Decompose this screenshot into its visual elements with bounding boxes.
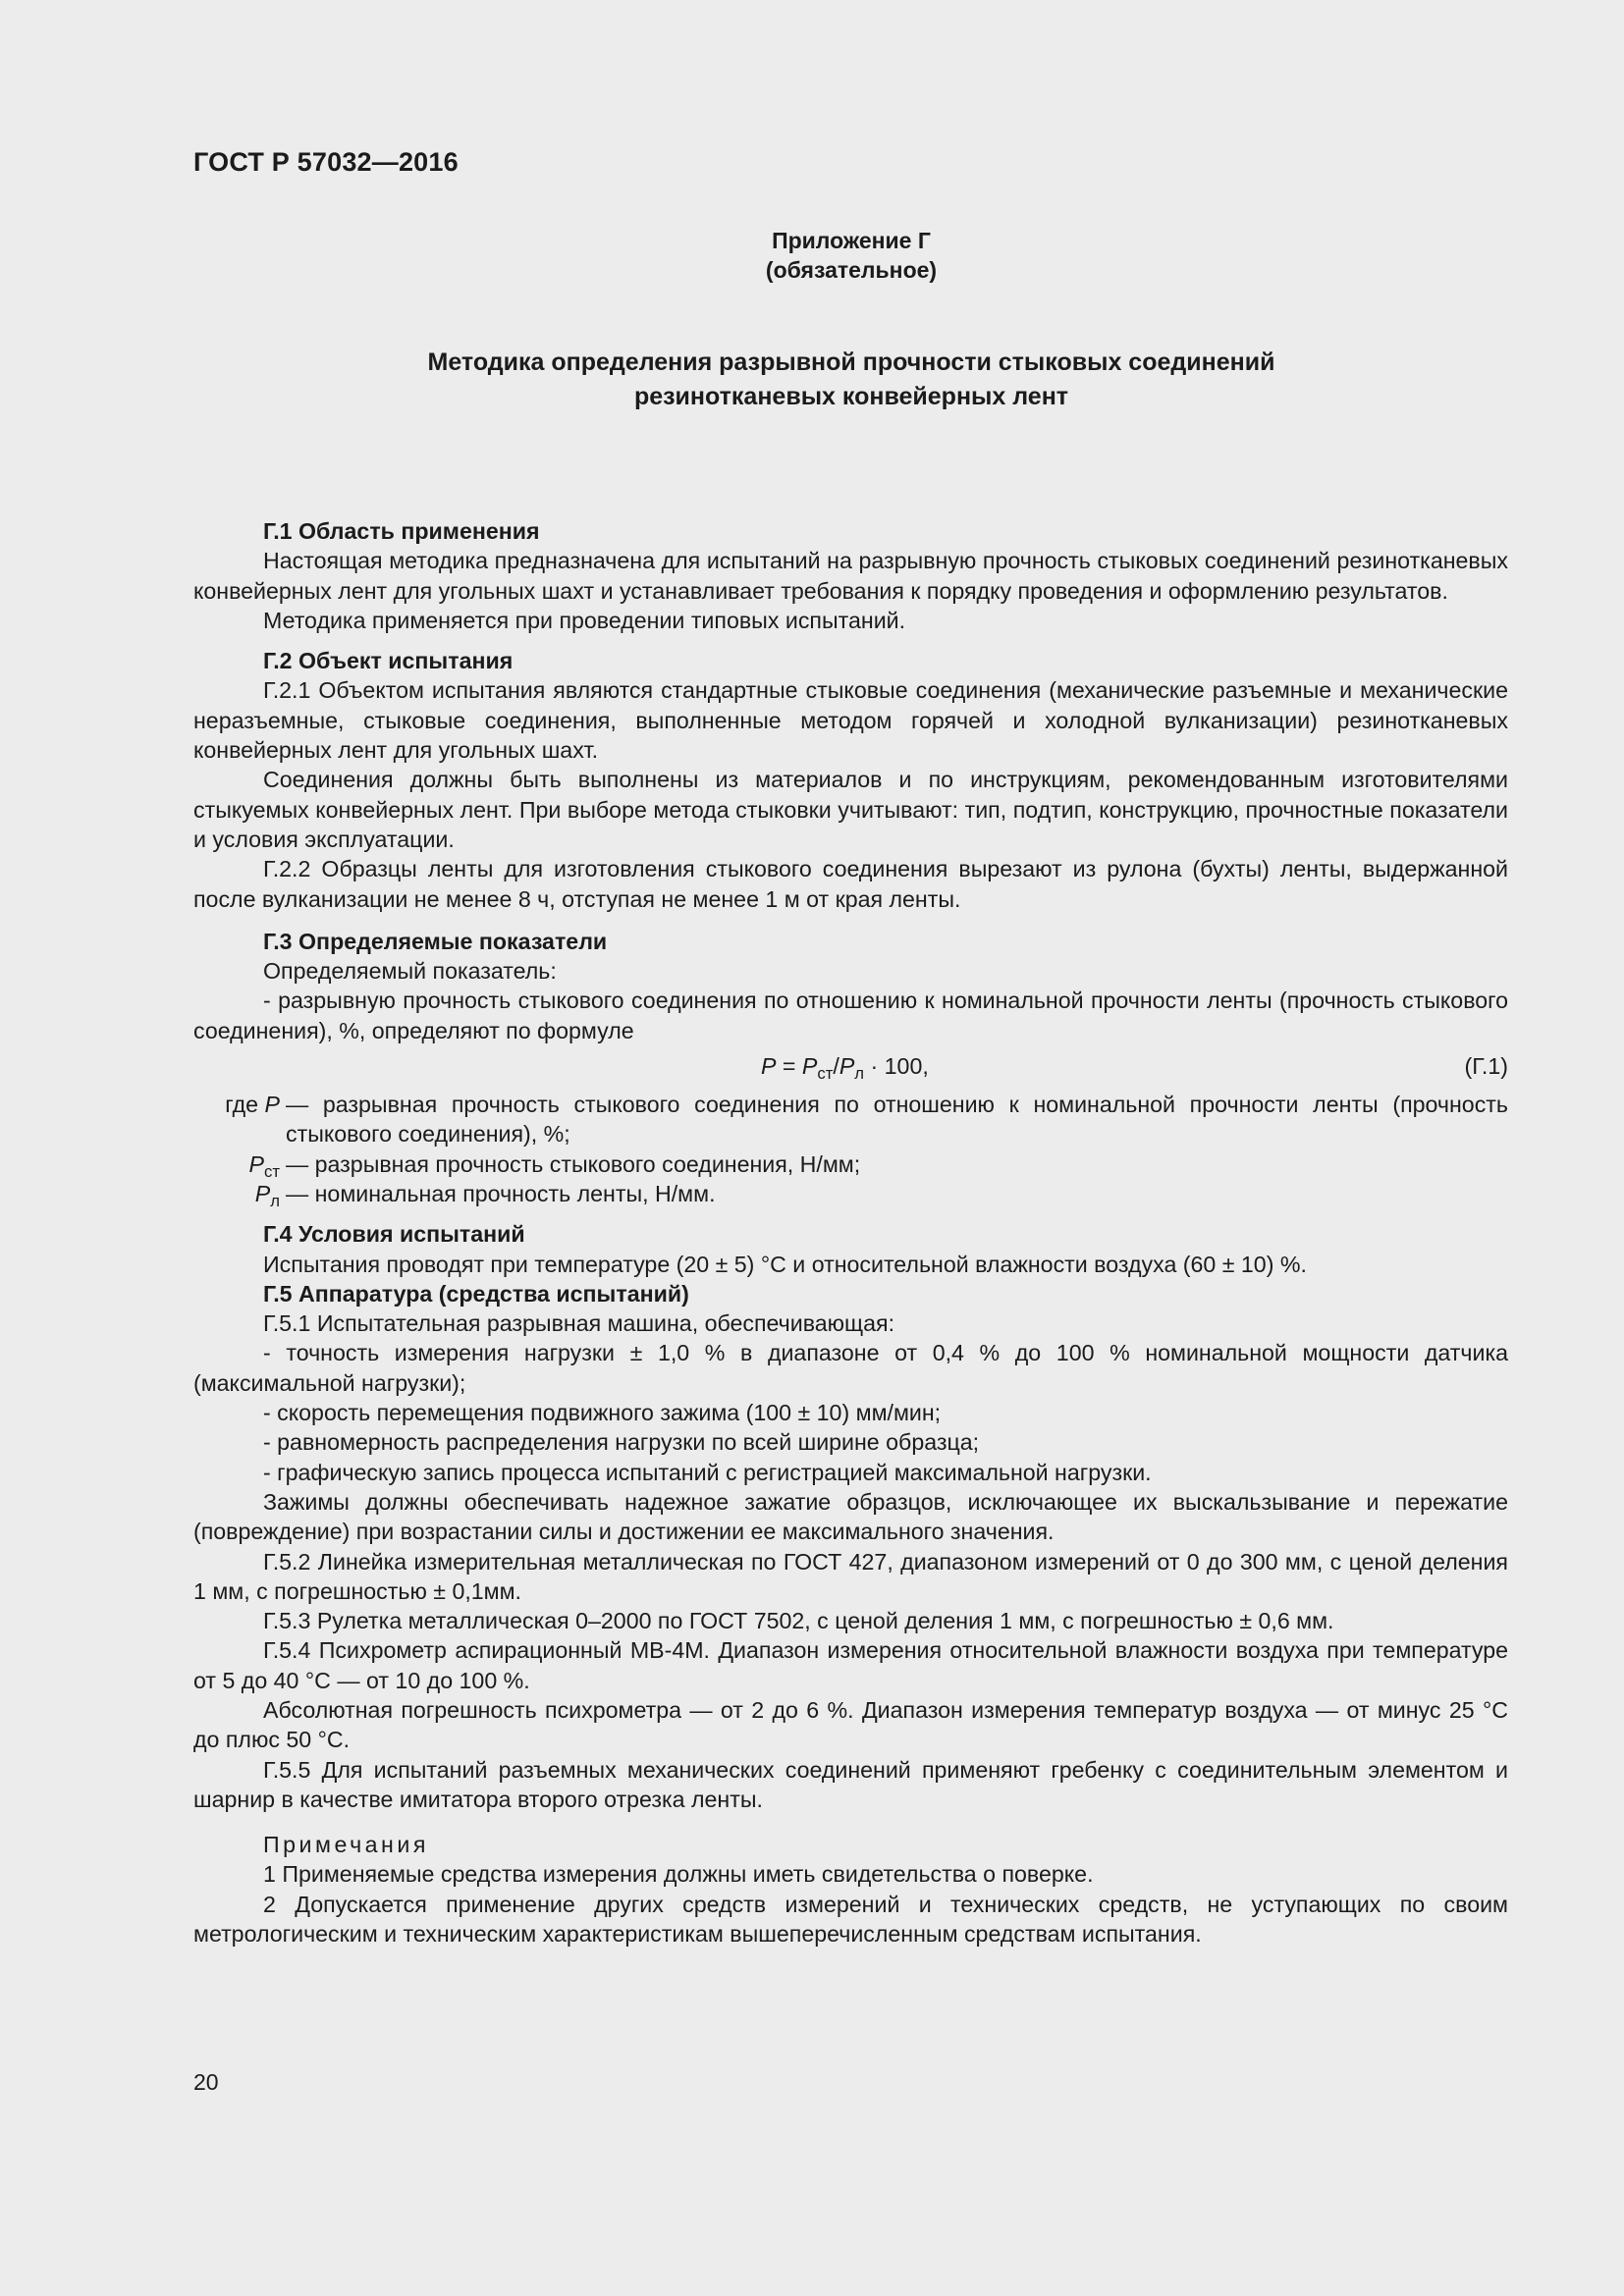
paragraph: Г.5.3 Рулетка металлическая 0–2000 по ГОСТ 7502, с ценой деления 1 мм, с погрешностью ± 0,6 мм. [263, 1608, 1334, 1634]
section-heading-g5: Г.5 Аппаратура (средства испытаний) [263, 1280, 689, 1307]
paragraph: - разрывную прочность стыкового соединения по отношению к номинальной прочности ленты (прочность стыкового соединения), %, определяют по формуле [193, 988, 1508, 1043]
formula-number: (Г.1) [1464, 1053, 1508, 1080]
formula-legend [193, 1090, 1508, 1208]
legend-row [193, 1149, 1508, 1179]
document-body [193, 516, 1508, 1949]
legend-row [193, 1090, 1508, 1149]
annex-label: Приложение Г [772, 228, 931, 253]
paragraph: Испытания проводят при температуре (20 ± 5) °С и относительной влажности воздуха (60 ± 10) %. [263, 1251, 1307, 1277]
section-heading-g4: Г.4 Условия испытаний [263, 1221, 525, 1248]
paragraph: Г.5.2 Линейка измерительная металлическая по ГОСТ 427, диапазоном измерений от 0 до 300 мм, с ценой деления 1 мм, с погрешностью ± 0,1мм. [193, 1548, 1508, 1604]
legend-text: — разрывная прочность стыкового соединения, Н/мм; [286, 1150, 861, 1177]
annex-status: (обязательное) [765, 257, 938, 283]
paragraph: Г.5.5 Для испытаний разъемных механических соединений применяют гребенку с соединительным элементом и шарнир в качестве имитатора второго отрезка ленты. [193, 1756, 1508, 1812]
section-heading-g1: Г.1 Область применения [263, 518, 540, 544]
paragraph: Определяемый показатель: [263, 958, 557, 985]
note-item: 1 Применяемые средства измерения должны иметь свидетельства о поверке. [263, 1861, 1094, 1888]
paragraph: - равномерность распределения нагрузки по всей ширине образца; [263, 1429, 980, 1456]
paragraph: Г.2.2 Образцы ленты для изготовления стыкового соединения вырезают из рулона (бухты) ленты, выдержанной после вулканизации не менее 8 ч, отступая не менее 1 м от края ленты. [193, 856, 1508, 912]
legend-text: — номинальная прочность ленты, Н/мм. [286, 1180, 716, 1206]
page-number: 20 [193, 2069, 219, 2095]
legend-text: — разрывная прочность стыкового соединения по отношению к номинальной прочности ленты (прочность стыкового соединения), %; [286, 1092, 1508, 1148]
legend-symbol: $P_л$ [254, 1180, 280, 1210]
paragraph: Соединения должны быть выполнены из материалов и по инструкциям, рекомендованным изготовителями стыкуемых конвейерных лент. При выборе метода стыковки учитывают: тип, подтип, конструкцию, прочностные показатели и условия эксплуатации. [193, 767, 1508, 852]
standard-code: ГОСТ Р 57032—2016 [193, 147, 459, 177]
title-line-1: Методика определения разрывной прочности стыковых соединений [427, 348, 1275, 376]
annex-heading [193, 226, 1509, 285]
paragraph: Абсолютная погрешность психрометра — от 2 до 6 %. Диапазон измерения температур воздуха — от минус 25 °С до плюс 50 °С. [193, 1696, 1508, 1753]
paragraph: - точность измерения нагрузки ± 1,0 % в диапазоне от 0,4 % до 100 % номинальной мощности датчика (максимальной нагрузки); [193, 1340, 1508, 1396]
section-heading-g2: Г.2 Объект испытания [263, 648, 514, 674]
note-item: 2 Допускается применение других средств измерений и технических средств, не уступающих по своим метрологическим и техническим характеристикам вышеперечисленным средствам испытания. [193, 1891, 1508, 1948]
paragraph: Г.5.4 Психрометр аспирационный МВ-4М. Диапазон измерения относительной влажности воздуха при температуре от 5 до 40 °С — от 10 до 100 %. [193, 1637, 1508, 1693]
legend-row [193, 1179, 1508, 1208]
paragraph: Методика применяется при проведении типовых испытаний. [263, 607, 906, 633]
document-title [193, 346, 1509, 414]
legend-symbol: $P_{ст}$ [248, 1150, 280, 1181]
section-heading-g3: Г.3 Определяемые показатели [263, 928, 608, 954]
paragraph: Г.2.1 Объектом испытания являются стандартные стыковые соединения (механические разъемные и механические неразъемные, стыковые соединения, выполненные методом горячей и холодной вулканизации) резинотканевых конвейерных лент для угольных шахт. [193, 677, 1508, 764]
notes-heading: Примечания [263, 1832, 429, 1858]
paragraph: - скорость перемещения подвижного зажима (100 ± 10) мм/мин; [263, 1400, 942, 1426]
legend-symbol: где P [225, 1092, 280, 1118]
formula-g1 [193, 1049, 1508, 1084]
title-line-2: резинотканевых конвейерных лент [633, 383, 1069, 410]
paragraph: - графическую запись процесса испытаний с регистрацией максимальной нагрузки. [263, 1459, 1152, 1485]
paragraph: Г.5.1 Испытательная разрывная машина, обеспечивающая: [263, 1310, 895, 1337]
paragraph: Настоящая методика предназначена для испытаний на разрывную прочность стыковых соединений резинотканевых конвейерных лент для угольных шахт и устанавливает требования к порядку проведения и оформлению результатов. [193, 548, 1508, 604]
formula-expression: $P = P_{ст}/P_л \cdot 100$, [761, 1053, 929, 1084]
paragraph: Зажимы должны обеспечивать надежное зажатие образцов, исключающее их выскальзывание и пережатие (повреждение) при возрастании силы и достижении ее максимального значения. [193, 1488, 1508, 1545]
